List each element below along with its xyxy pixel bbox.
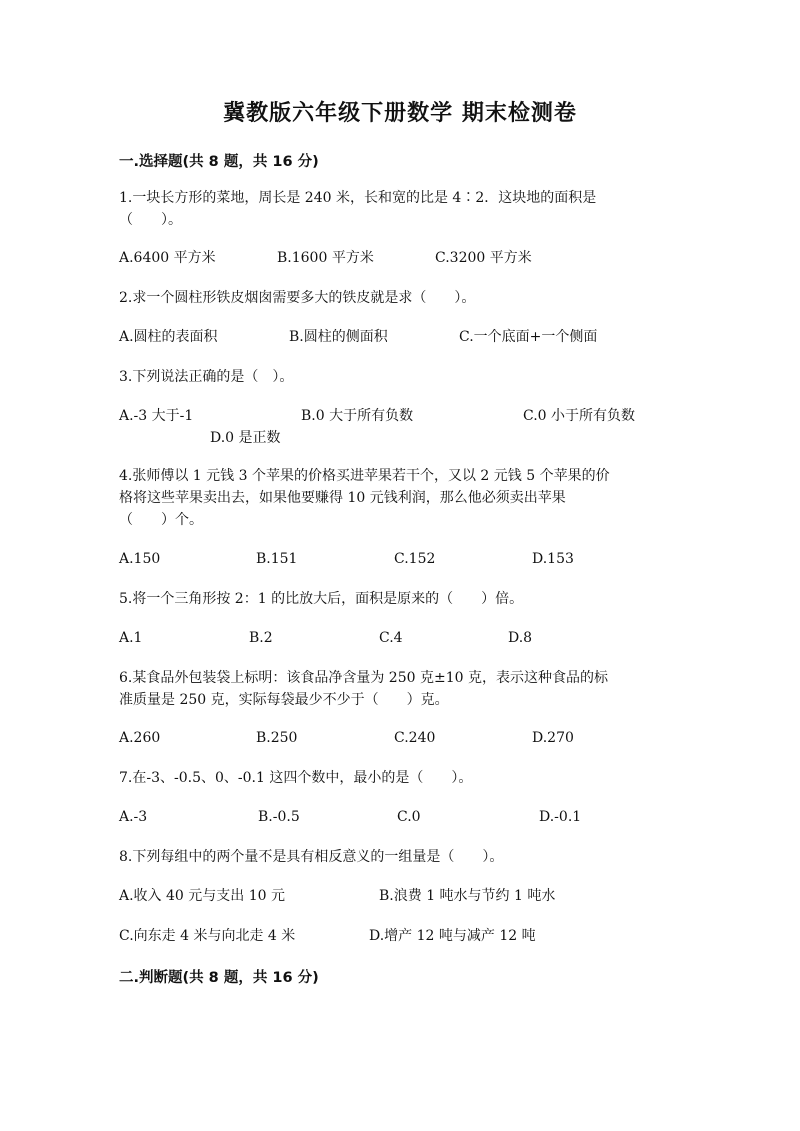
page-title: 冀教版六年级下册数学 期末检测卷 [223, 101, 577, 126]
option-c[interactable]: C.4 [379, 630, 403, 646]
question-6 [119, 667, 679, 711]
option-b[interactable]: B.151 [256, 551, 298, 567]
question-8 [119, 846, 679, 868]
question-stem-line: 8.下列每组中的两个量不是具有相反意义的一组量是（ ）。 [119, 849, 504, 865]
option-d[interactable]: D.-0.1 [539, 809, 582, 825]
option-c[interactable]: C.一个底面+一个侧面 [459, 329, 598, 345]
option-a[interactable]: A.6400 平方米 [119, 250, 216, 266]
question-5 [119, 588, 679, 610]
option-a[interactable]: A.260 [119, 730, 161, 746]
question-3 [119, 366, 679, 388]
question-2 [119, 287, 679, 309]
question-stem-line: 2.求一个圆柱形铁皮烟囱需要多大的铁皮就是求（ ）。 [119, 290, 476, 306]
question-7 [119, 767, 679, 789]
question-stem-line: 7.在-3、-0.5、0、-0.1 这四个数中，最小的是（ ）。 [119, 770, 473, 786]
option-a[interactable]: A.收入 40 元与支出 10 元 [119, 888, 285, 904]
question-stem-line: 准质量是 250 克，实际每袋最少不少于（ ）克。 [119, 692, 449, 708]
question-stem-line: 3.下列说法正确的是（ ）。 [119, 369, 294, 385]
option-d[interactable]: D.153 [532, 551, 574, 567]
question-stem-line: 5.将一个三角形按 2：1 的比放大后，面积是原来的（ ）倍。 [119, 591, 524, 607]
option-b[interactable]: B.1600 平方米 [277, 250, 374, 266]
option-b[interactable]: B.圆柱的侧面积 [289, 329, 388, 345]
option-c[interactable]: C.3200 平方米 [435, 250, 532, 266]
option-b[interactable]: B.浪费 1 吨水与节约 1 吨水 [379, 888, 556, 904]
question-4 [119, 465, 679, 531]
option-d[interactable]: D.0 是正数 [210, 430, 281, 446]
option-b[interactable]: B.2 [249, 630, 273, 646]
option-a[interactable]: A.圆柱的表面积 [119, 329, 218, 345]
section-heading-judgment: 二.判断题(共 8 题，共 16 分) [119, 970, 319, 986]
option-d[interactable]: D.8 [508, 630, 533, 646]
option-a[interactable]: A.150 [119, 551, 161, 567]
question-stem-line: 4.张师傅以 1 元钱 3 个苹果的价格买进苹果若干个，又以 2 元钱 5 个苹果的价 [119, 468, 610, 484]
option-c[interactable]: C.0 [397, 809, 421, 825]
option-a[interactable]: A.-3 [119, 809, 148, 825]
option-c[interactable]: C.152 [394, 551, 436, 567]
question-stem-line: （ ）。 [119, 212, 182, 228]
question-1 [119, 187, 679, 231]
option-b[interactable]: B.0 大于所有负数 [301, 408, 414, 424]
option-d[interactable]: D.270 [532, 730, 574, 746]
question-stem-line: 6.某食品外包装袋上标明：该食品净含量为 250 克±10 克，表示这种食品的标 [119, 670, 608, 686]
option-c[interactable]: C.240 [394, 730, 436, 746]
option-b[interactable]: B.-0.5 [258, 809, 300, 825]
option-a[interactable]: A.1 [119, 630, 143, 646]
question-stem-line: （ ）个。 [119, 512, 203, 528]
option-c[interactable]: C.0 小于所有负数 [523, 408, 636, 424]
option-b[interactable]: B.250 [256, 730, 298, 746]
section-heading-choice: 一.选择题(共 8 题，共 16 分) [119, 154, 319, 170]
option-d[interactable]: D.增产 12 吨与减产 12 吨 [369, 928, 536, 944]
option-c[interactable]: C.向东走 4 米与向北走 4 米 [119, 928, 296, 944]
option-a[interactable]: A.-3 大于-1 [119, 408, 194, 424]
question-stem-line: 1.一块长方形的菜地，周长是 240 米，长和宽的比是 4∶2．这块地的面积是 [119, 190, 597, 206]
question-stem-line: 格将这些苹果卖出去，如果他要赚得 10 元钱利润，那么他必须卖出苹果 [119, 490, 566, 506]
